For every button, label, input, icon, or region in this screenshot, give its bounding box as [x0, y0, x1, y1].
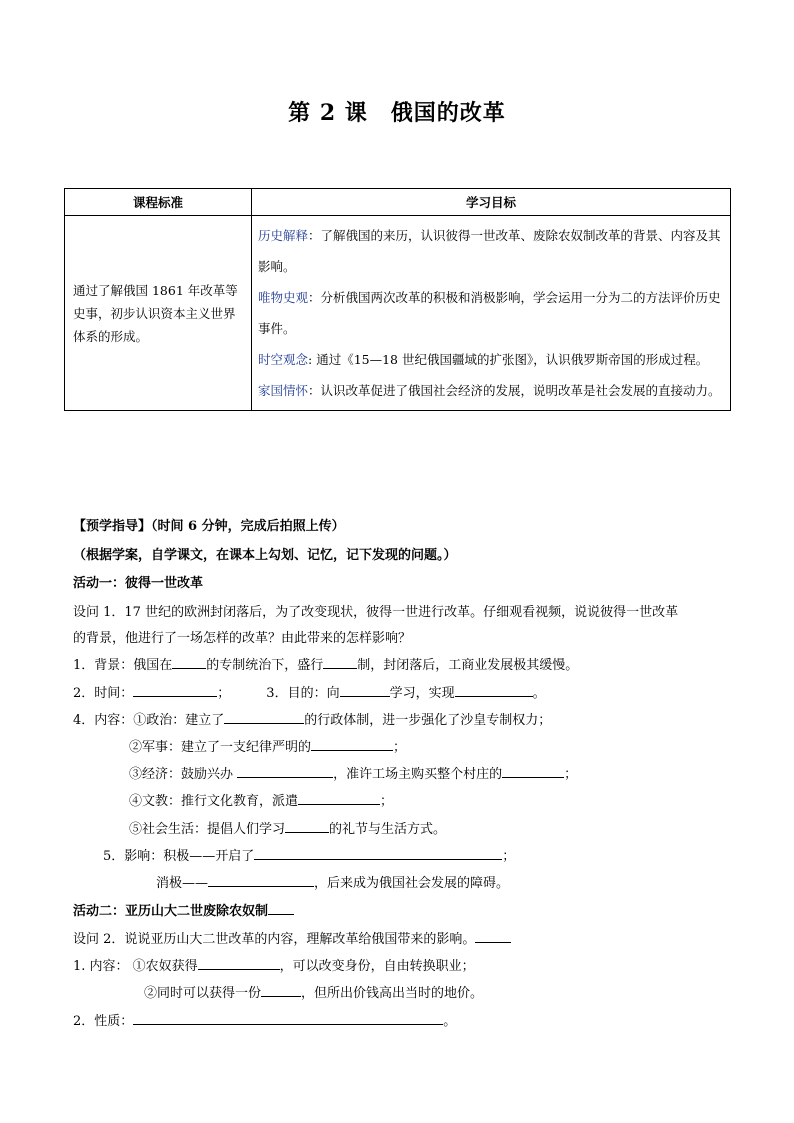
text: ；	[502, 849, 516, 864]
guide-note: （根据学案，自学课文，在课本上勾划、记忆，记下发现的问题。）	[73, 548, 457, 563]
text: ；	[217, 686, 231, 701]
goals-cell	[252, 216, 731, 411]
reform-content-line2	[144, 982, 483, 1001]
text: 1. 内容： ①农奴获得	[73, 959, 198, 974]
text: 3．目的：向	[266, 686, 340, 701]
fill-blank[interactable]	[455, 684, 533, 697]
text: 的礼节与生活方式。	[329, 822, 447, 837]
text: 1．背景：俄国在	[73, 658, 173, 673]
goal-sep: :	[308, 352, 317, 367]
text: 设问 2．说说亚历山大二世改革的内容，理解改革给俄国带来的影响。	[73, 932, 476, 947]
text: 制，封闭落后，工商业发展极其缓慢。	[357, 658, 579, 673]
text: 。	[532, 686, 546, 701]
fill-blank[interactable]	[323, 656, 357, 669]
goal-tag: 唯物史观	[258, 290, 309, 305]
text: ③经济：鼓励兴办	[129, 767, 238, 782]
question2-line	[73, 928, 511, 947]
goal-tag: 家国情怀	[258, 383, 309, 398]
header-goals: 学习目标	[252, 189, 731, 216]
text: ；	[564, 767, 578, 782]
goal-sep: ：	[308, 290, 321, 305]
content-economy-line	[129, 763, 577, 782]
fill-blank[interactable]	[133, 684, 217, 697]
header-standard: 课程标准	[65, 189, 252, 216]
text: ，但所出价钱高出当时的地价。	[301, 986, 484, 1001]
objectives-table	[64, 188, 731, 411]
goal-item	[258, 220, 724, 282]
text: ，后来成为俄国社会发展的障碍。	[314, 876, 510, 891]
text: 活动二：亚历山大二世废除农奴制	[73, 904, 269, 919]
goal-text: 了解俄国的来历，认识彼得一世改革、废除农奴制改革的背景、内容及其影响。	[258, 228, 721, 274]
text: 2．时间：	[73, 686, 134, 701]
text: 2．性质：	[73, 1014, 134, 1029]
text: ⑤社会生活：提倡人们学习	[129, 822, 286, 837]
content-culture-line	[129, 790, 393, 809]
goal-item	[258, 344, 724, 375]
fill-blank[interactable]	[475, 930, 511, 943]
fill-blank[interactable]	[172, 656, 206, 669]
goal-sep: ：	[308, 383, 321, 398]
reform-nature-line	[73, 1010, 456, 1029]
text: 4．内容：①政治：建立了	[73, 713, 225, 728]
fill-blank[interactable]	[208, 874, 314, 887]
text: 。	[443, 1014, 457, 1029]
text: ②同时可以获得一份	[144, 986, 262, 1001]
fill-blank[interactable]	[237, 765, 333, 778]
goal-text: 通过《15—18 世纪俄国疆域的扩张图》，认识俄罗斯帝国的形成过程。	[316, 352, 709, 367]
goal-tag: 历史解释	[258, 228, 309, 243]
goal-text: 认识改革促进了俄国社会经济的发展，说明改革是社会发展的直接动力。	[320, 383, 721, 398]
guide-heading: 【预学指导】（时间 6 分钟，完成后拍照上传）	[73, 519, 345, 534]
text: ④文教：推行文化教育，派遣	[129, 794, 299, 809]
background-line	[73, 654, 578, 673]
fill-blank[interactable]	[198, 957, 280, 970]
goal-item	[258, 375, 724, 406]
text: ，可以改变身份，自由转换职业；	[279, 959, 475, 974]
fill-blank[interactable]	[340, 684, 390, 697]
fill-blank[interactable]	[133, 1012, 443, 1025]
text: ；	[380, 794, 394, 809]
goal-sep: ：	[308, 228, 321, 243]
fill-blank[interactable]	[502, 765, 564, 778]
fill-blank[interactable]	[261, 984, 301, 997]
activity2-title	[73, 900, 294, 919]
page-title: 第 2 课 俄国的改革	[288, 100, 506, 126]
reform-content-line1	[73, 955, 475, 974]
goal-item	[258, 282, 724, 344]
text: ，准许工场主购买整个村庄的	[333, 767, 503, 782]
fill-blank[interactable]	[224, 711, 304, 724]
text: ②军事：建立了一支纪律严明的	[129, 740, 312, 755]
text: 的专制统治下，盛行	[206, 658, 324, 673]
question1-line1: 设问 1．17 世纪的欧洲封闭落后，为了改变现状，彼得一世进行改革。仔细观看视频，说说彼得一世改革	[73, 605, 679, 620]
impact-negative-line	[156, 872, 509, 891]
activity1-title: 活动一：彼得一世改革	[73, 576, 204, 591]
goal-tag: 时空观念	[258, 352, 309, 367]
fill-blank[interactable]	[254, 847, 502, 860]
fill-blank[interactable]	[285, 820, 329, 833]
text: 的行政体制，进一步强化了沙皇专制权力；	[304, 713, 552, 728]
standard-cell: 通过了解俄国 1861 年改革等史事，初步认识资本主义世界体系的形成。	[65, 216, 252, 411]
question1-line2: 的背景，他进行了一场怎样的改革？由此带来的怎样影响？	[73, 631, 412, 646]
content-social-line	[129, 818, 446, 837]
fill-blank	[268, 902, 294, 915]
fill-blank[interactable]	[298, 792, 380, 805]
time-purpose-line	[73, 682, 546, 701]
text: 学习，实现	[389, 686, 455, 701]
text: 5．影响：积极——开启了	[103, 849, 255, 864]
content-military-line	[129, 736, 406, 755]
text: 消极——	[156, 876, 209, 891]
impact-positive-line	[103, 845, 515, 864]
fill-blank[interactable]	[311, 738, 393, 751]
content-politics-line	[73, 709, 551, 728]
text: ；	[393, 740, 407, 755]
goal-text: 分析俄国两次改革的积极和消极影响，学会运用一分为二的方法评价历史事件。	[258, 290, 721, 336]
